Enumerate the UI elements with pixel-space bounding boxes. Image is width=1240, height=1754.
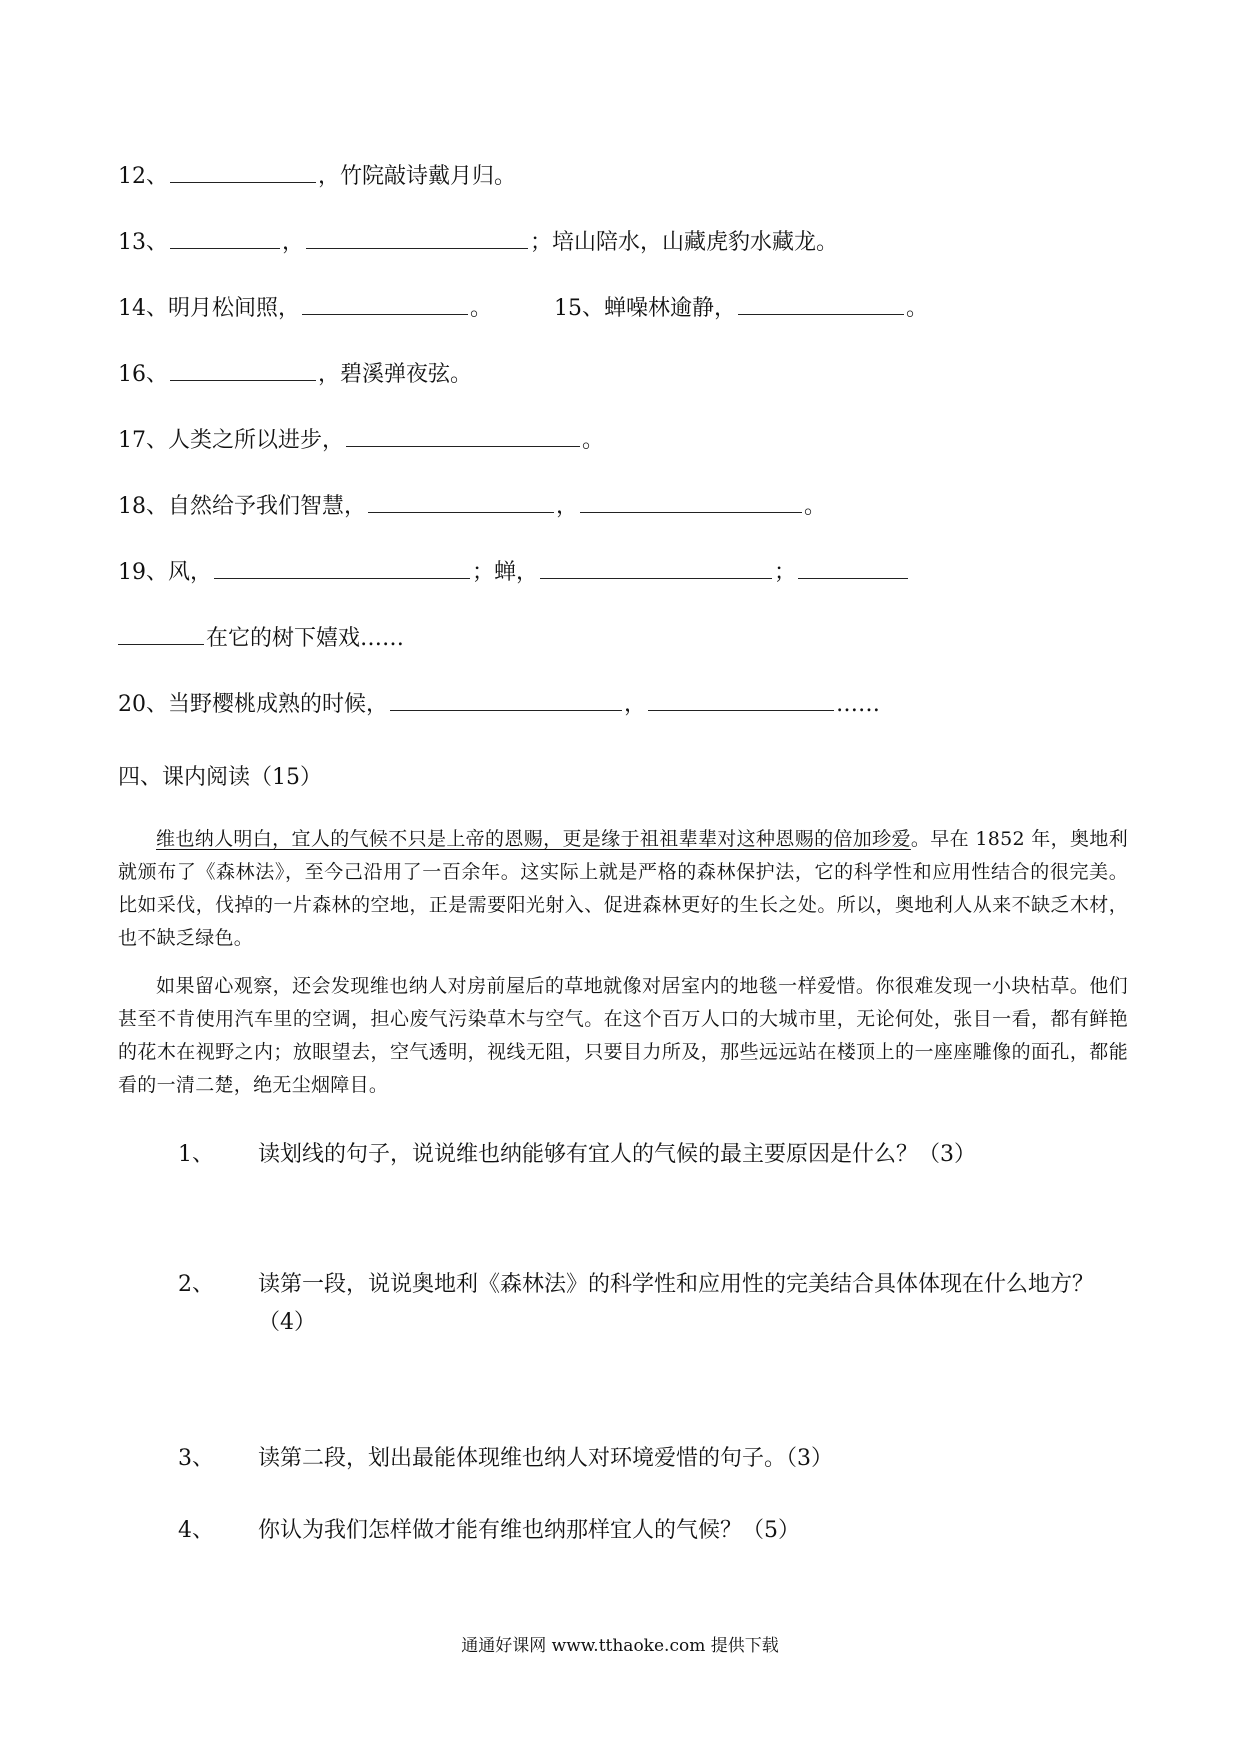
question-text: …… — [836, 692, 881, 717]
question-19 — [118, 556, 910, 588]
underlined-sentence: 维也纳人明白，宜人的气候不只是上帝的恩赐，更是缘于祖祖辈辈对这种恩赐的倍加珍爱 — [156, 828, 911, 850]
question-text: ，碧溪弹夜弦。 — [318, 362, 473, 387]
answer-blank[interactable] — [738, 292, 904, 315]
paragraph-text: 。早在 1852 年，奥地利就颁布了《森林法》，至今己沿用了一百余年。这实际上就是严格的森林保护法，它的科学性和应用性结合的很完美。比如采伐，伐掉的一片森林的空地，正是需要阳光射入、促进森林更好的生长之处。所以，奥地利人从来不缺乏木材，也不缺乏绿色。 — [118, 828, 1129, 949]
question-text: 明月松间照， — [168, 296, 301, 321]
question-text: ；培山陪水，山藏虎豹水藏龙。 — [530, 230, 839, 255]
question-number: 1、 — [178, 1142, 214, 1167]
separator: ， — [282, 230, 305, 255]
question-number: 3、 — [178, 1446, 214, 1471]
answer-blank[interactable] — [540, 556, 772, 579]
question-16 — [118, 358, 472, 390]
answer-blank[interactable] — [390, 688, 622, 711]
answer-blank[interactable] — [580, 490, 802, 513]
answer-blank[interactable] — [170, 226, 280, 249]
question-12 — [118, 160, 516, 192]
section-title: 四、课内阅读（15） — [118, 765, 322, 790]
answer-blank[interactable] — [306, 226, 528, 249]
question-text: 。 — [582, 428, 605, 453]
question-text: 读划线的句子，说说维也纳能够有宜人的气候的最主要原因是什么？（3） — [258, 1142, 976, 1167]
question-number: 13、 — [118, 230, 168, 255]
question-number: 19、 — [118, 560, 168, 585]
question-text: 自然给予我们智慧， — [168, 494, 367, 519]
question-text: 你认为我们怎样做才能有维也纳那样宜人的气候？（5） — [258, 1518, 800, 1543]
separator: ；蝉， — [472, 560, 539, 585]
answer-blank[interactable] — [118, 622, 204, 645]
question-number: 18、 — [118, 494, 168, 519]
question-19-continued — [118, 622, 404, 654]
answer-blank[interactable] — [170, 160, 316, 183]
question-text: 读第一段，说说奥地利《森林法》的科学性和应用性的完美结合具体体现在什么地方？（4） — [258, 1272, 1095, 1335]
question-number: 17、 — [118, 428, 168, 453]
question-text: 。 — [906, 296, 929, 321]
question-text: 读第二段，划出最能体现维也纳人对环境爱惜的句子。（3） — [258, 1446, 833, 1471]
question-number: 2、 — [178, 1272, 214, 1297]
question-number: 15、 — [554, 296, 604, 321]
question-number: 16、 — [118, 362, 168, 387]
question-number: 20、 — [118, 692, 168, 717]
answer-blank[interactable] — [302, 292, 468, 315]
answer-blank[interactable] — [214, 556, 470, 579]
answer-blank[interactable] — [648, 688, 834, 711]
reading-paragraph-1 — [118, 823, 1128, 955]
question-text: 蝉噪林逾静， — [604, 296, 737, 321]
question-text: 。 — [470, 296, 493, 321]
question-text: 在它的树下嬉戏…… — [206, 626, 405, 651]
question-14 — [118, 292, 492, 324]
answer-blank[interactable] — [170, 358, 316, 381]
question-17 — [118, 424, 604, 456]
reading-paragraph-2: 如果留心观察，还会发现维也纳人对房前屋后的草地就像对居室内的地毯一样爱惜。你很难发现一小块枯草。他们甚至不肯使用汽车里的空调，担心废气污染草木与空气。在这个百万人口的大城市里，无论何处，张目一看，都有鲜艳的花木在视野之内；放眼望去，空气透明，视线无阻，只要目力所及，那些远远站在楼顶上的一座座雕像的面孔，都能看的一清二楚，绝无尘烟障目。 — [118, 975, 1128, 1096]
question-text: 。 — [804, 494, 827, 519]
question-text: ，竹院敲诗戴月归。 — [318, 164, 517, 189]
question-20 — [118, 688, 880, 720]
answer-blank[interactable] — [346, 424, 580, 447]
separator: ， — [556, 494, 579, 519]
question-text: 风， — [168, 560, 213, 585]
separator: ， — [624, 692, 647, 717]
answer-blank[interactable] — [368, 490, 554, 513]
question-text: 人类之所以进步， — [168, 428, 345, 453]
answer-blank[interactable] — [798, 556, 908, 579]
page-footer: 通通好课网 www.tthaoke.com 提供下载 — [461, 1636, 779, 1656]
question-text: 当野樱桃成熟的时候， — [168, 692, 389, 717]
question-18 — [118, 490, 826, 522]
question-number: 12、 — [118, 164, 168, 189]
question-13 — [118, 226, 838, 258]
separator: ； — [774, 560, 797, 585]
question-number: 4、 — [178, 1518, 214, 1543]
question-15 — [554, 292, 928, 324]
question-number: 14、 — [118, 296, 168, 321]
